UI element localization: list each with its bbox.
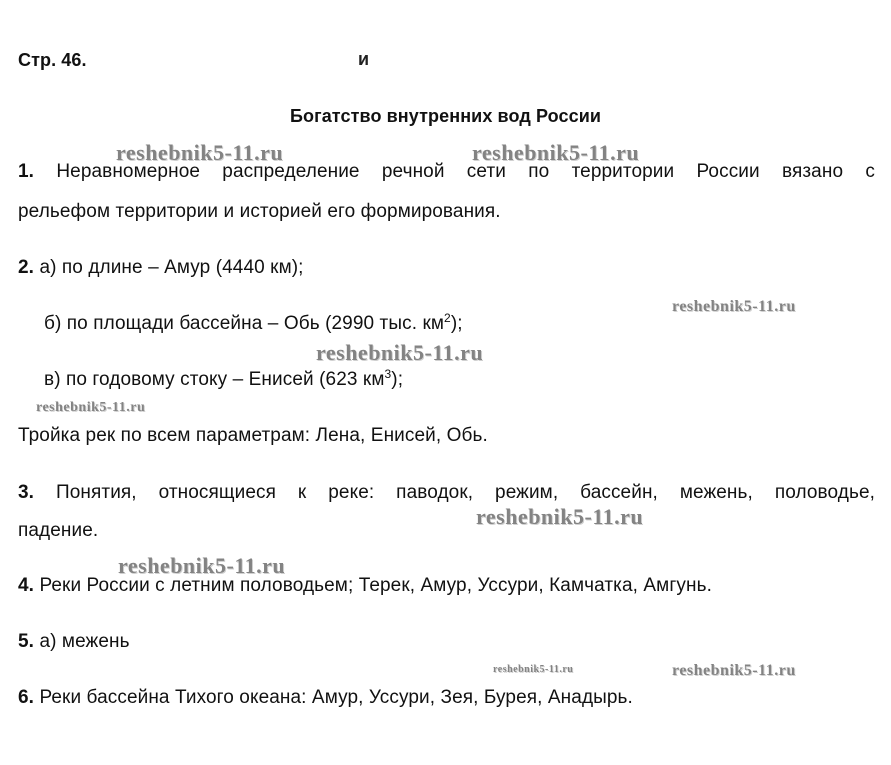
watermark: reshebnik5-11.ru [472,140,640,165]
answer-5-text: а) межень [39,631,130,652]
answer-5 [18,630,875,654]
watermark: reshebnik5-11.ru [118,553,286,578]
answer-3-number: 3. [18,482,35,503]
answer-3-line-2: падение. [18,520,99,541]
answer-3-line-1 [18,481,875,505]
answer-3-text: Понятия, относящиеся к реке: паводок, режим, бассейн, межень, половодье, [55,482,875,503]
watermark: reshebnik5-11.ru [672,662,796,679]
answer-4-text: Реки России с летним половодьем; Терек, Амур, Уссури, Камчатка, Амгунь. [39,575,712,596]
answer-1-text: Неравномерное распределение речной сети по территории России вязано с [56,161,875,182]
answer-2-number: 2. [18,257,35,278]
answer-5-number: 5. [18,631,35,652]
watermark: reshebnik5-11.ru [116,140,284,165]
answer-6 [18,686,875,710]
answer-4-number: 4. [18,575,35,596]
answer-2-summary: Тройка рек по всем параметрам: Лена, Енисей, Обь. [18,425,488,446]
answer-2-c: в) по годовому стоку – Енисей (623 $км^3$); [44,367,404,390]
answer-1-number: 1. [18,161,35,182]
answer-2-b: б) по площади бассейна – Обь (2990 тыс. $км^2$); [44,311,463,334]
answer-1-line-2: рельефом территории и историей его формирования. [18,201,501,222]
page-number-label: Стр. 46. [18,50,87,70]
answer-6-number: 6. [18,687,35,708]
watermark: reshebnik5-11.ru [672,298,796,315]
watermark: reshebnik5-11.ru [493,664,574,675]
cropped-header-fragment: и [358,49,370,69]
superscript-2: 2 [444,311,451,325]
watermark: reshebnik5-11.ru [316,340,484,365]
superscript-3: 3 [384,367,392,381]
watermark: reshebnik5-11.ru [36,400,146,415]
answer-2-a-text: а) по длине – Амур (4440 км); [39,257,304,278]
answer-2-a [18,256,875,280]
answer-6-text: Реки бассейна Тихого океана: Амур, Уссури, Зея, Бурея, Анадырь. [39,687,633,708]
document-title: Богатство внутренних вод России [289,106,602,126]
watermark: reshebnik5-11.ru [476,504,644,529]
